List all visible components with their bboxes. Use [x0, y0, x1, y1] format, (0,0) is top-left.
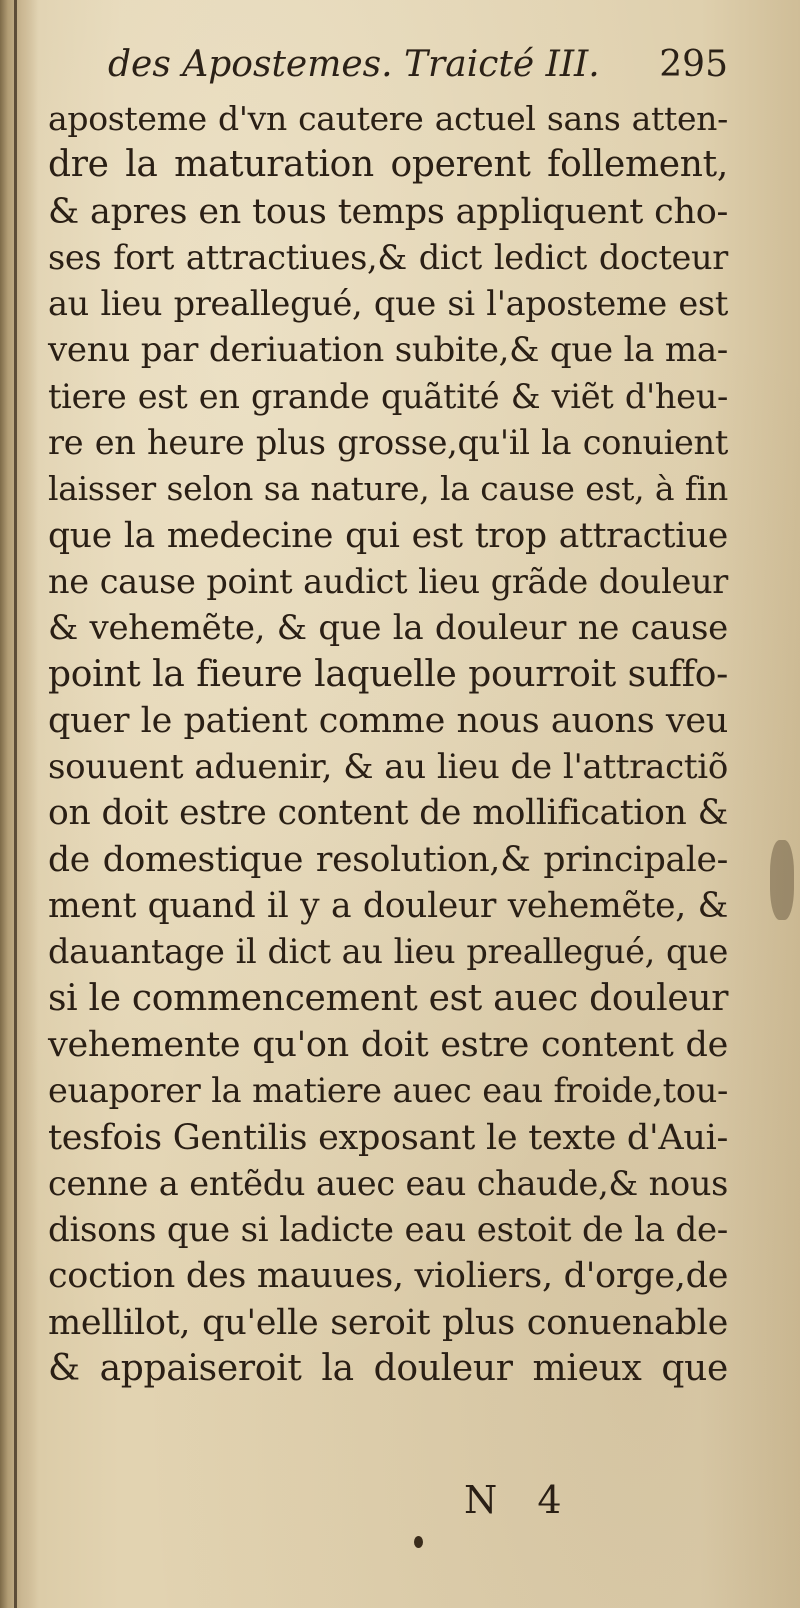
text-line: souuent aduenir, & au lieu de l'attractiõ: [48, 747, 728, 788]
text-line: de domestique resolution,& principale-: [48, 839, 728, 880]
text-line: dre la maturation operent follement,: [48, 144, 728, 186]
signature-mark: N 4: [464, 1478, 576, 1522]
text-line: ses fort attractiues,& dict ledict docteur: [48, 237, 728, 277]
running-head: [108, 44, 728, 96]
text-line: euaporer la matiere auec eau froide,tou-: [48, 1071, 728, 1111]
text-line: coction des mauues, violiers, d'orge,de: [48, 1256, 729, 1297]
text-line: mellilot, qu'elle seroit plus conuenable: [48, 1302, 728, 1343]
paper-stain: [770, 840, 794, 920]
text-line: on doit estre content de mollification &: [48, 793, 728, 834]
text-line: au lieu preallegué, que si l'aposteme est: [48, 284, 728, 324]
text-line: & vehemẽte, & que la douleur ne cause: [48, 608, 728, 649]
body-text: [48, 96, 728, 1392]
text-line: si le commencement est auec douleur: [48, 977, 729, 1019]
text-line: vehemente qu'on doit estre content de: [48, 1024, 728, 1065]
text-line: re en heure plus grosse,qu'il la conuient: [48, 423, 728, 463]
text-line: que la medecine qui est trop attractiue: [48, 515, 728, 556]
ink-dot: [414, 1536, 423, 1548]
text-line: & appaiseroit la douleur mieux que: [48, 1348, 728, 1390]
text-line: quer le patient comme nous auons veu: [48, 700, 728, 741]
binding-edge: [14, 0, 17, 1608]
text-line: venu par deriuation subite,& que la ma-: [48, 330, 728, 371]
text-line: aposteme d'vn cautere actuel sans atten-: [48, 99, 728, 138]
text-line: ne cause point audict lieu grãde douleur: [48, 561, 728, 601]
text-line: tesfois Gentilis exposant le texte d'Aui-: [48, 1117, 728, 1158]
text-line: point la fieure laquelle pourroit suffo-: [48, 653, 728, 695]
text-line: laisser selon sa nature, la cause est, à fin: [48, 469, 728, 509]
text-line: tiere est en grande quãtité & viẽt d'heu-: [48, 376, 728, 416]
running-title: des Apostemes. Traicté III.: [108, 44, 600, 85]
text-line: disons que si ladicte eau estoit de la de-: [48, 1210, 728, 1251]
text-line: & apres en tous temps appliquent cho-: [48, 191, 728, 232]
text-line: cenne a entẽdu auec eau chaude,& nous: [48, 1163, 728, 1203]
text-line: ment quand il y a douleur vehemẽte, &: [48, 886, 728, 927]
page-gutter: [0, 0, 38, 1608]
text-line: dauantage il dict au lieu preallegué, que: [48, 932, 728, 972]
page-number: 295: [659, 44, 728, 85]
